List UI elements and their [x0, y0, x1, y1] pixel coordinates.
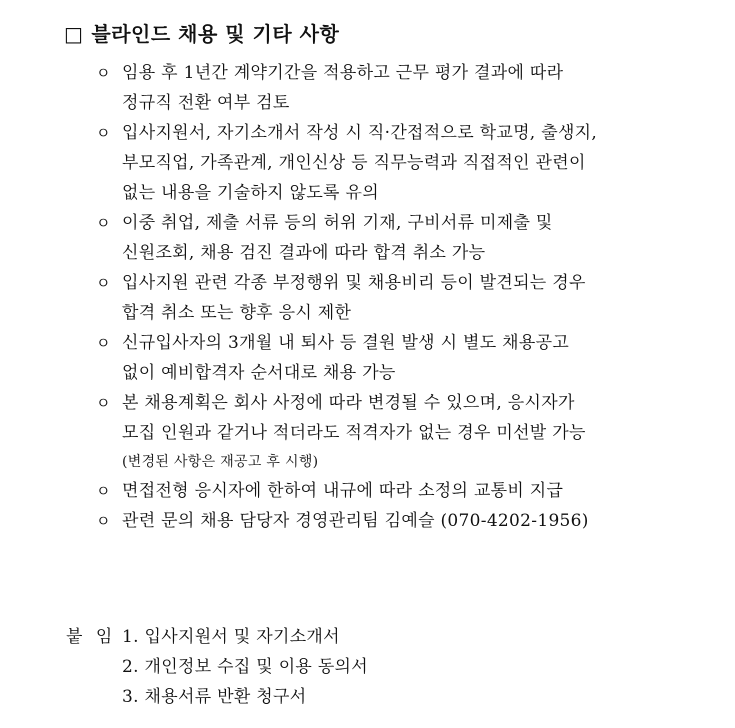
item-line: 모집 인원과 같거나 적더라도 적격자가 없는 경우 미선발 가능 [122, 423, 586, 443]
item-line: 합격 취소 또는 향후 응시 제한 [122, 303, 352, 323]
list-item [96, 506, 696, 536]
circle-bullet-icon: ㅇ [96, 482, 111, 500]
circle-bullet-icon: ㅇ [96, 334, 111, 352]
item-line: 부모직업, 가족관계, 개인신상 등 직무능력과 직접적인 관련이 [122, 153, 586, 173]
list-item [96, 208, 696, 268]
attachments-label: 붙 임 [66, 627, 117, 647]
circle-bullet-icon: ㅇ [96, 214, 111, 232]
list-item [96, 388, 696, 476]
list-item [96, 268, 696, 328]
item-line: 정규직 전환 여부 검토 [122, 93, 290, 113]
circle-bullet-icon: ㅇ [96, 394, 111, 412]
attachment-item: 2. 개인정보 수집 및 이용 동의서 [122, 657, 369, 677]
item-line: 없는 내용을 기술하지 않도록 유의 [122, 183, 379, 203]
item-line: 신원조회, 채용 검진 결과에 따라 합격 취소 가능 [122, 243, 486, 263]
section-title [64, 20, 339, 48]
circle-bullet-icon: ㅇ [96, 124, 111, 142]
checkbox-square-icon: □ [64, 22, 84, 46]
list-item [96, 476, 696, 506]
notice-item-list [96, 58, 696, 536]
item-line: 이중 취업, 제출 서류 등의 허위 기재, 구비서류 미제출 및 [122, 213, 553, 233]
attachments-list [122, 622, 368, 712]
attachment-item: 3. 채용서류 반환 청구서 [122, 687, 307, 707]
item-line: 관련 문의 채용 담당자 경영관리팀 김예슬 (070-4202-1956) [122, 511, 589, 531]
attachment-item: 1. 입사지원서 및 자기소개서 [122, 627, 340, 647]
list-item [96, 328, 696, 388]
circle-bullet-icon: ㅇ [96, 274, 111, 292]
item-line: 면접전형 응시자에 한하여 내규에 따라 소정의 교통비 지급 [122, 481, 564, 501]
item-line: 입사지원서, 자기소개서 작성 시 직·간접적으로 학교명, 출생지, [122, 123, 598, 143]
item-line: 본 채용계획은 회사 사정에 따라 변경될 수 있으며, 응시자가 [122, 393, 575, 413]
list-item [96, 118, 696, 208]
circle-bullet-icon: ㅇ [96, 64, 111, 82]
circle-bullet-icon: ㅇ [96, 512, 111, 530]
item-note: (변경된 사항은 재공고 후 시행) [122, 454, 319, 470]
item-line: 없이 예비합격자 순서대로 채용 가능 [122, 363, 396, 383]
item-line: 신규입사자의 3개월 내 퇴사 등 결원 발생 시 별도 채용공고 [122, 333, 570, 353]
section-title-text: 블라인드 채용 및 기타 사항 [91, 22, 340, 46]
list-item [96, 58, 696, 118]
item-line: 입사지원 관련 각종 부정행위 및 채용비리 등이 발견되는 경우 [122, 273, 586, 293]
item-line: 임용 후 1년간 계약기간을 적용하고 근무 평가 결과에 따라 [122, 63, 564, 83]
